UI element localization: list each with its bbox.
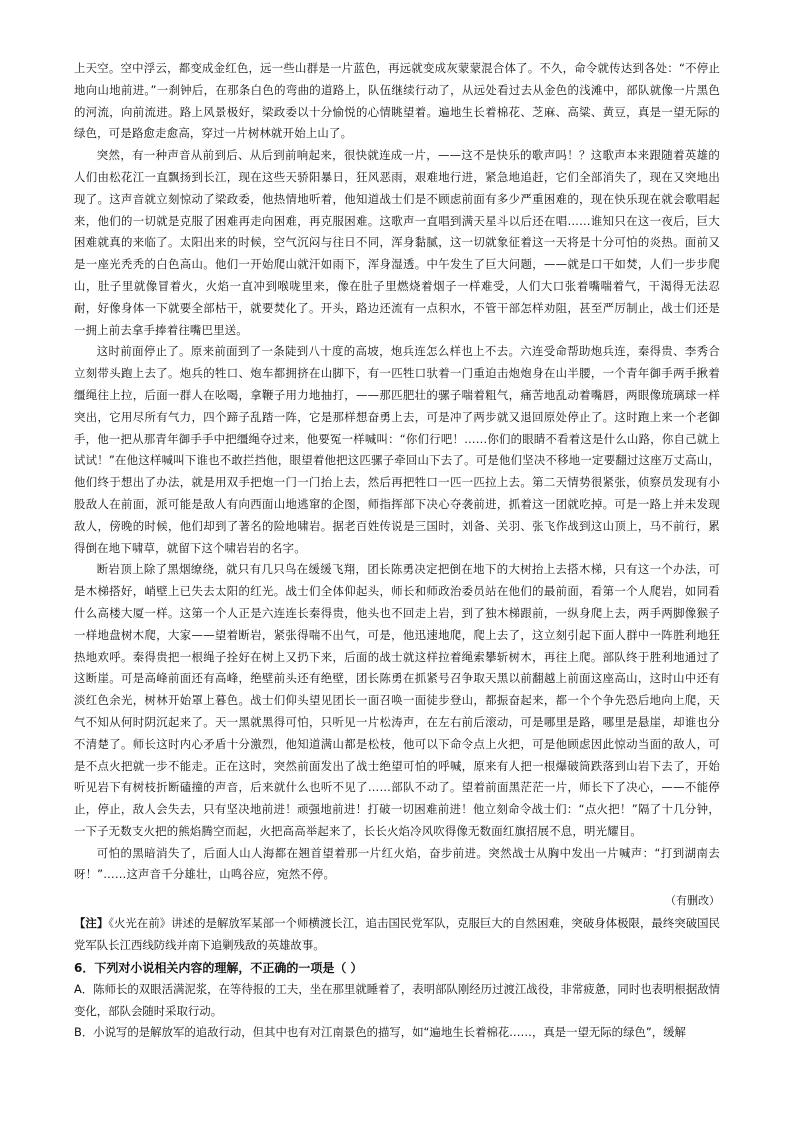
article-paragraph-5: 可怕的黑暗消失了，后面人山人海都在翘首望着那一片红火焰，奋步前进。突然战士从胸中发出一片喊声：“打到湖南去呀！”……这声音千分雄壮，山鸣谷应，宛然不停。 bbox=[74, 845, 720, 882]
source-note: （有删改） bbox=[665, 894, 720, 908]
annotation bbox=[74, 913, 720, 957]
option-b: B．小说写的是解放军的追敌行动，但其中也有对江南景色的描写，如“遍地生长着棉花……，真是一望无际的绿色”，缓解 bbox=[74, 1025, 686, 1040]
option-a: A．陈师长的双眼活满泥浆，在等待报的工夫，坐在那里就睡着了，表明部队刚经历过渡江战役，非常疲惫，同时也表明根据敌情变化，部队会随时采取行动。 bbox=[74, 981, 720, 1018]
annotation-text: 《火光在前》讲述的是解放军某部一个师横渡长江，追击国民党军队，克服巨大的自然困难，突破身体极限，最终突破国民党军队长江西线防线并南下追剿残敌的英雄故事。 bbox=[74, 916, 720, 953]
document-page bbox=[74, 58, 720, 1044]
article-paragraph-2: 突然，有一种声音从前到后、从后到前响起来，很快就连成一片，——这不是快乐的歌声吗！？这歌声本来跟随着英雄的人们由松花江一直飘扬到长江，现在这些天骄阳暴日，狂风恶雨，艰难地行进，紧急地追赶，它们全部消失了，现在又突地出现了。这声音就立刻惊动了梁政委，他热情地听着，他知道战士们是不顾虑前面有多少严重困难的，现在快乐现在就会歌唱起来，他们的一切就是克服了困难再走向困难，再克服困难。这歌声一直唱到满天星斗以后还在唱……谁知只在这一夜后，巨大困难就真的来临了。太阳出来的时候，空气沉闷与往日不同，浑身黏腻，这一切就象征着这一天将是十分可怕的炎热。面前又是一座光秃秃的白色高山。他们一开始爬山就汗如雨下，浑身湿透。中午发生了巨大问题，——就是口干如焚，人们一步步爬山，肚子里就像冒着火，火焰一直冲到喉咙里来，像在肚子里燃烧着烟子一样难受，人们大口张着嘴喘着气，干渴得无法忍耐，好像身体一下就要全部枯干，就要焚化了。开头，路边还流有一点积水，不管干部怎样劝阻，甚至严厉制止，战士们还是一拥上前去拿手捧着往嘴巴里送。 bbox=[74, 148, 720, 337]
article-paragraph-1: 上天空。空中浮云，都变成金红色，远一些山群是一片蓝色，再远就变成灰蒙蒙混合体了。不久，命令就传达到各处：“不停止地向山地前进。”一刹钟后，在那条白色的弯曲的道路上，队伍继续行动了，从远处看过去从金色的浅滩中，部队就像一片黑色的河流，向前流进。路上风景极好，梁政委以十分愉悦的心情眺望着。遍地生长着棉花、芝麻、高粱、黄豆，真是一望无际的绿色，可是路愈走愈高，穿过一片树林就开始上山了。 bbox=[74, 61, 720, 141]
annotation-label: 【注】 bbox=[74, 916, 109, 931]
article-paragraph-3: 这时前面停止了。原来前面到了一条陡到八十度的高坡，炮兵连怎么样也上不去。六连受命帮助炮兵连，秦得贵、李秀合立刻带头跑上去了。炮兵的牲口、炮车都拥挤在山脚下，有一匹牲口驮着一门重迫击炮炮身在山半腰，一个青年御手两手揪着缰绳往上拉，后面一群人在吆喝，拿鞭子用力地抽打，——那匹肥壮的骡子喘着粗气，痛苦地乱动着嘴唇，两眼像琉璃球一样突出，它用尽所有气力，四个蹄子乱踏一阵，它是那样想奋勇上去，可是冲了两步就又退回原处停止了。这时跑上来一个老御手，他一把从那青年御手手中把缰绳夺过来，他要冤一样喊叫：“你们行吧！……你们的眼睛不看着这是什么山路，你自己就上试试！”在他这样喊叫下谁也不敢拦挡他，眼望着他把这匹骡子牵回山下去了。可是他们坚决不移地一定要翻过这座万丈高山，他们终于想出了办法，就是用双手把炮一门一门抬上去，然后再把牲口一匹一匹拉上去。第二天情势很紧张，侦察员发现有小股敌人在前面，派可能是敌人有向西面山地逃窜的企图，师指挥部下决心夺袭前进，抓着这一团就吃掉。可是一路上并未发现敌人，傍晚的时候，他们却到了著名的险地啸岩。据老百姓传说是三国时，刘备、关羽、张飞作战到这山顶上，马不前行，累得倒在地下啸草，就留下这个啸岩岩的名字。 bbox=[74, 344, 720, 555]
question-stem: 6．下列对小说相关内容的理解，不正确的一项是（ ） bbox=[74, 960, 363, 975]
article-paragraph-4: 断岩顶上除了黑烟缭绕，就只有几只鸟在缓缓飞翔，团长陈勇决定把倒在地下的大树抬上去搭木梯，只有这一个办法，可是木梯搭好，峭壁上已失去太阳的红光。战士们全体仰起头，师长和师政治委员站在他们的最前面，看第一个人爬岩，如同看什么高楼大厦一样。这第一个人正是六连连长秦得贵，他头也不回走上岩，到了独木梯跟前，一纵身爬上去，两手两脚像猴子一样地盘树木爬，大家——望着断岩，紧张得喘不出气，可是，他迅速地爬，爬上去了，这立刻引起下面人群中一阵胜利地狂热地欢呼。秦得贵把一根绳子拴好在树上又扔下来，后面的战士就这样拉着绳索攀斩树木，再往上爬。部队终于胜利地通过了这断崖。可是高峰前面还有高峰，绝壁前头还有绝壁，团长陈勇在抓紧号召争取天黑以前翻越上前面这座高山，这时山中还有淡红色余光，树林开始罩上暮色。战士们仰头望见团长一面召唤一面徒步登山，都振奋起来，都一个个争先恐后地向上爬，天气不知从何时阴沉起来了。天一黑就黑得可怕，只听见一片松涛声，在左右前后滚动，可是哪里是路，哪里是悬崖，却谁也分不清楚了。师长这时内心矛盾十分激烈，他知道满山都是松枝，他可以下命令点上火把，可是他顾虑因此惊动当面的敌人，可是不点火把就一步不能走。正在这时，突然前面发出了战士绝望可怕的呼喊，原来有人把一根爆破筒跌落到山岩下去了，开始听见岩下有树枝折断磕撞的声音，后来就什么也听不见了……部队不动了。望着前面黑茫茫一片，师长下了决心，——不能停止，停止，敌人会失去，只有坚决地前进！顽强地前进！打破一切困难前进！他立刻命令战士们：“点火把！”隔了十几分钟，一下子无数支火把的熊焰腾空而起，火把高高举起来了，长长火焰冷风吹得像无数面红旗招展不息，明光耀目。 bbox=[74, 562, 720, 838]
